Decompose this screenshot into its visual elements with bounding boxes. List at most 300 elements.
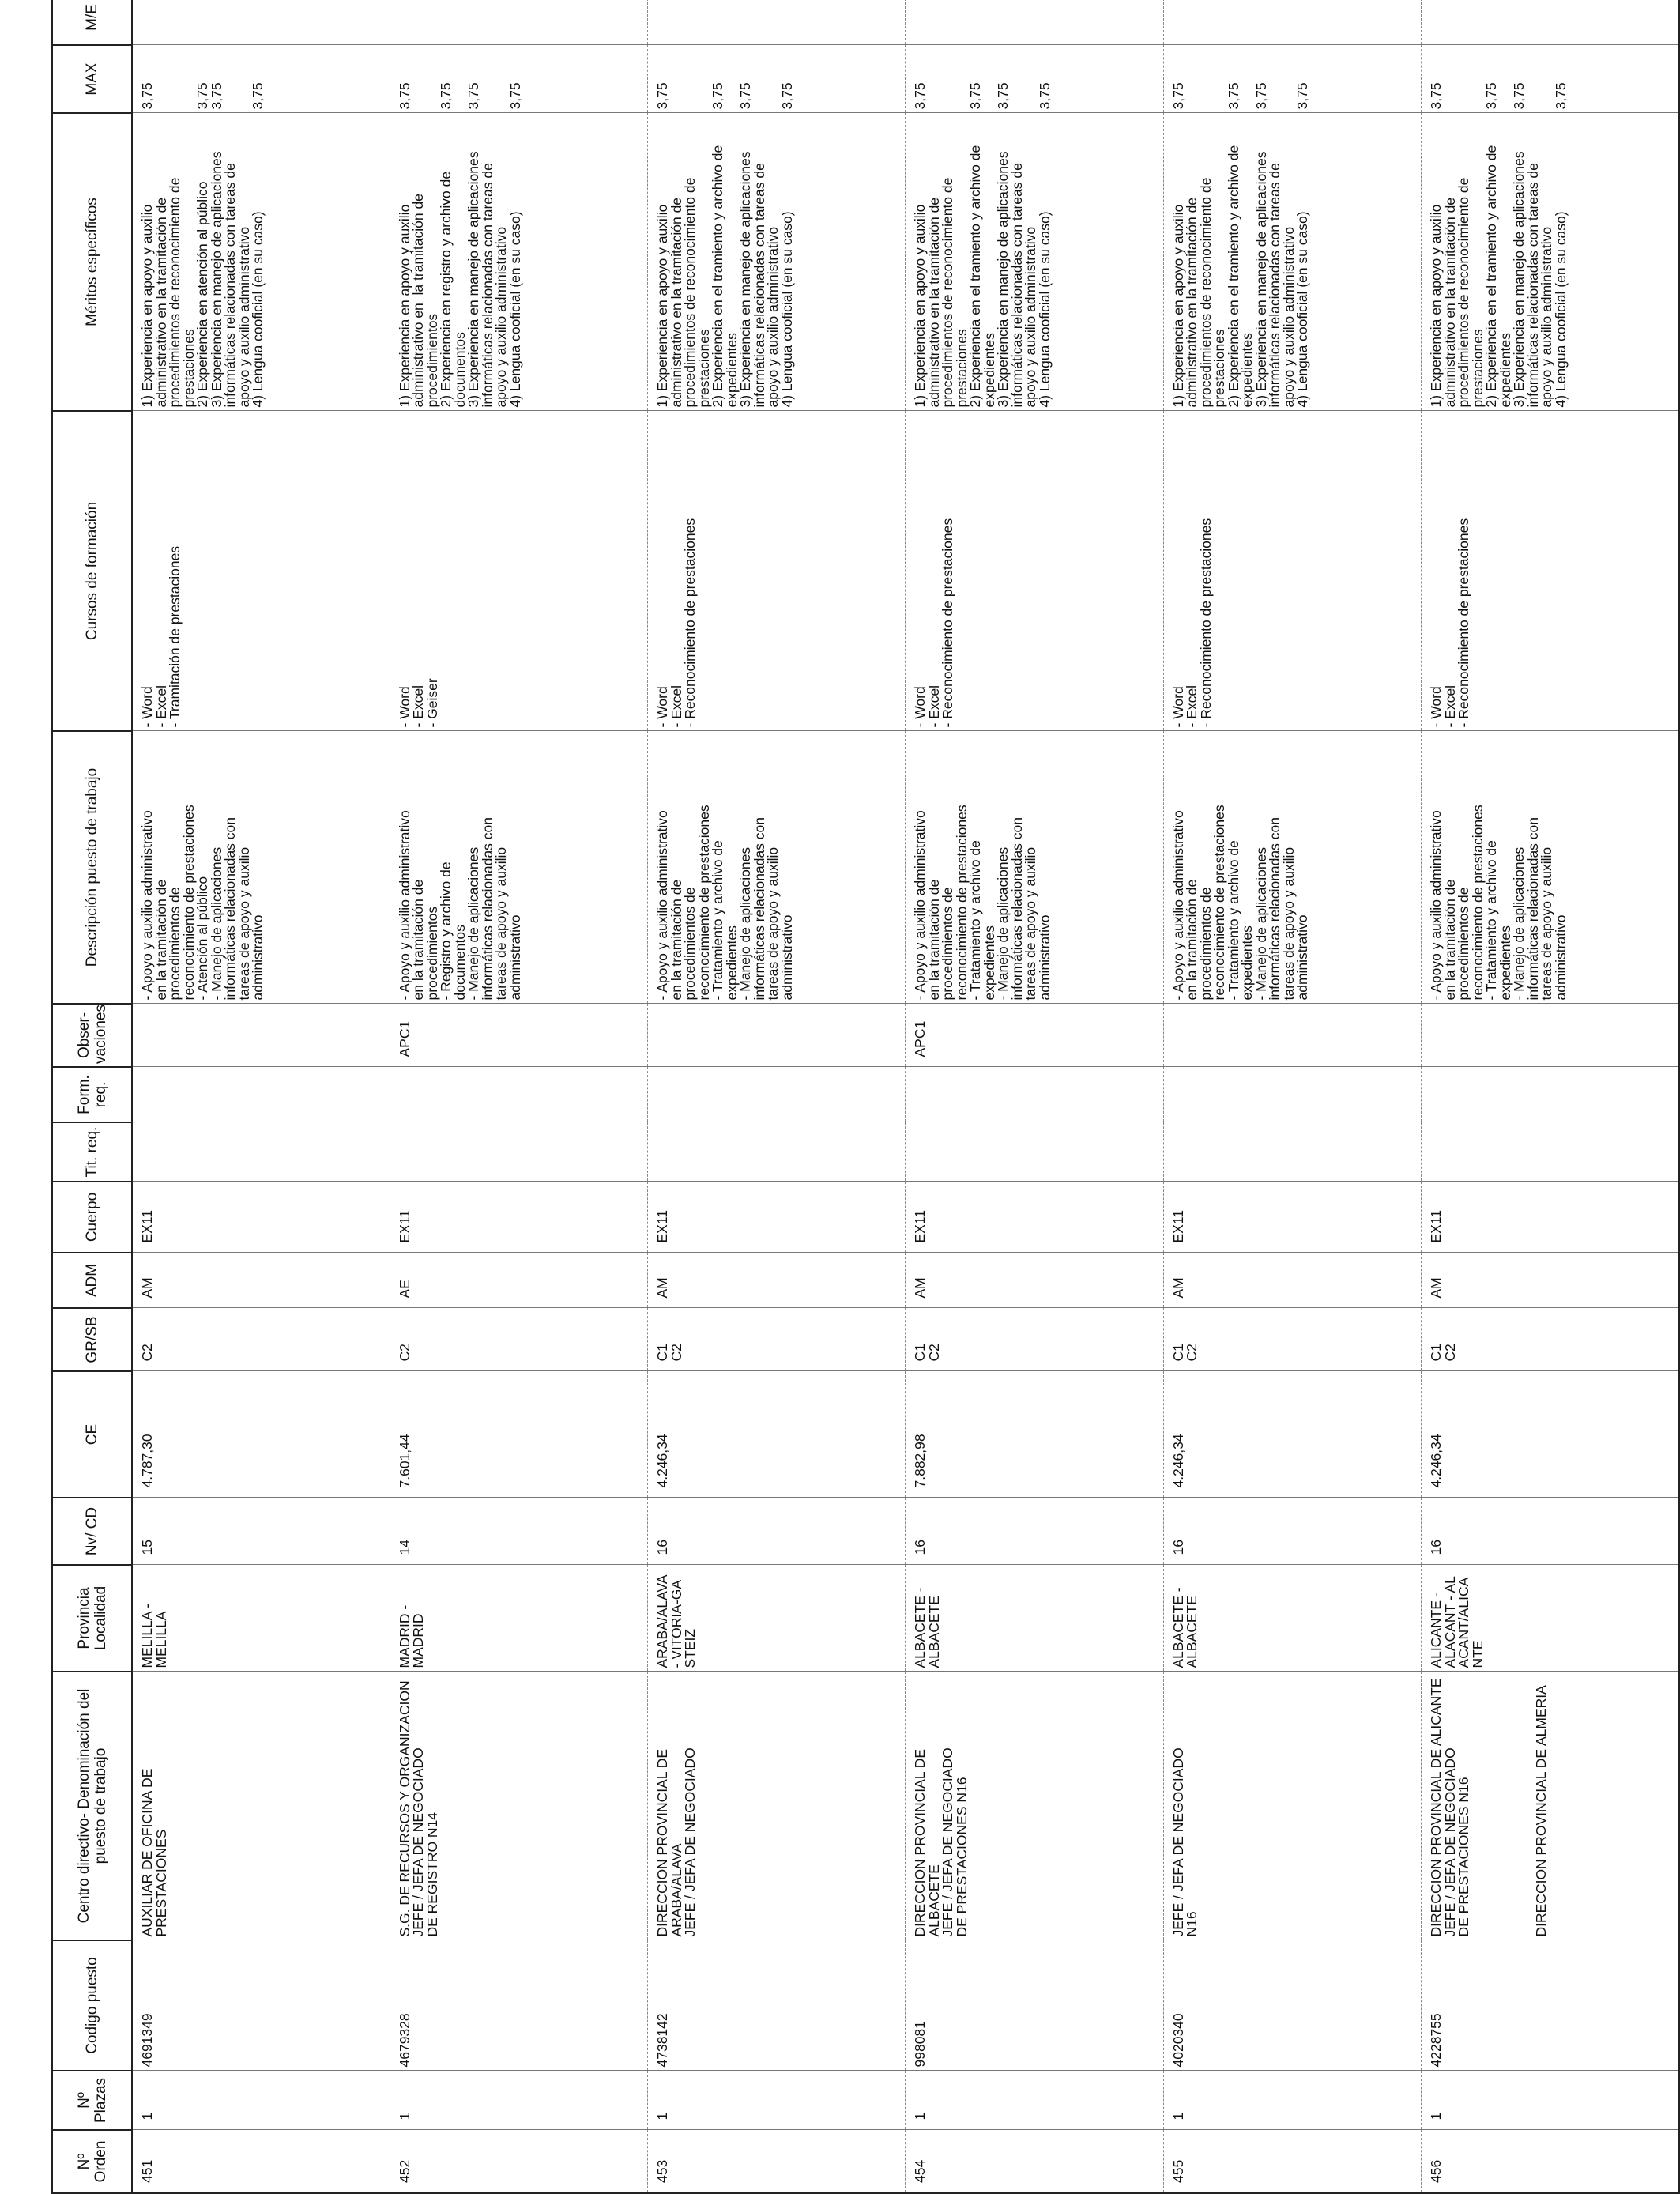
header-nivel: Nv/ CD — [52, 1498, 132, 1565]
merito-line: procedimientos de reconocimiento de — [682, 177, 699, 408]
localidad-line: MELILLA - — [139, 1603, 155, 1668]
merito-line: administrativo en la tramitación de — [153, 197, 169, 408]
max-line: 3,75 — [995, 82, 1011, 110]
max-line — [1527, 49, 1541, 110]
curso-line: - Geiser — [424, 678, 440, 728]
max-line — [1444, 49, 1458, 110]
cell-descripcion — [648, 731, 906, 1004]
merito-line: 3) Experiencia en manejo de aplicaciones — [208, 151, 224, 408]
cell-max — [390, 45, 647, 113]
spacer — [1471, 1676, 1535, 1937]
orden-value: 451 — [139, 2159, 155, 2183]
header-max: MAX — [52, 45, 132, 113]
table-row — [390, 0, 647, 2193]
adm-value: AM — [139, 1277, 155, 1299]
codigo-value: 4679328 — [396, 2013, 412, 2068]
cell-descripcion — [906, 731, 1163, 1004]
cell-localidad — [648, 1565, 906, 1672]
localidad-line: ALBACETE — [1184, 1596, 1200, 1668]
cell-ce — [132, 1371, 390, 1498]
cell-max — [906, 45, 1163, 113]
descripcion-line: - Manejo de aplicaciones — [737, 846, 754, 1001]
max-line: 3,75 — [737, 82, 754, 110]
curso-line: - Excel — [410, 685, 427, 728]
cell-titulacion — [648, 1122, 906, 1182]
merito-line: informáticas relacionadas con tareas de — [1524, 163, 1541, 408]
localidad-line: - VITORIA-GA — [668, 1580, 684, 1668]
merito-line: 4) Lengua cooficial (en su caso) — [1294, 211, 1311, 408]
header-me: M/E — [52, 0, 132, 45]
cell-adm — [1163, 1253, 1421, 1308]
puesto-line: JEFE / JEFA DE NEGOCIADO — [940, 1747, 956, 1937]
descripcion-line: informáticas relacionadas con — [1524, 816, 1541, 1001]
merito-line: administrativo en la tramitación de — [410, 194, 427, 408]
descripcion-line: administrativo — [1294, 914, 1311, 1001]
cell-plazas — [1163, 2071, 1421, 2130]
descripcion-line: en la tramitación de — [668, 879, 684, 1001]
table-row — [132, 0, 390, 2193]
grsb-line: C2 — [925, 1344, 942, 1362]
cell-titulacion — [1422, 1122, 1679, 1182]
cell-localidad — [906, 1565, 1163, 1672]
curso-line: - Word — [654, 686, 671, 728]
merito-line: apoyo y auxilio administrativo — [1023, 226, 1039, 408]
codigo-value: 4020340 — [1170, 2013, 1186, 2068]
max-line: 3,75 — [396, 82, 412, 110]
max-line — [928, 49, 942, 110]
cell-formacion — [1163, 1067, 1421, 1122]
header-plazas: Nº Plazas — [52, 2071, 132, 2130]
cell-codigo — [648, 1940, 906, 2071]
cell-codigo — [906, 1940, 1163, 2071]
descripcion-line: - Manejo de aplicaciones — [208, 846, 224, 1001]
descripcion-line: procedimientos de — [940, 887, 956, 1001]
header-descripcion: Descripción puesto de trabajo — [52, 731, 132, 1004]
puesto-line: JEFE / JEFA DE NEGOCIADO — [410, 1747, 427, 1937]
puesto-line: JEFE / JEFA DE NEGOCIADO — [682, 1747, 699, 1937]
plazas-value: 1 — [1170, 2112, 1186, 2120]
cell-orden — [906, 2130, 1163, 2193]
localidad-line: NTE — [1469, 1640, 1486, 1668]
curso-line: - Reconocimiento de prestaciones — [1456, 518, 1472, 728]
cell-formacion — [906, 1067, 1163, 1122]
descripcion-line: tareas de apoyo y auxilio — [235, 846, 252, 1001]
localidad-line: ALACANT - AL — [1441, 1576, 1458, 1668]
cell-me — [1422, 0, 1679, 45]
cuerpo-value: EX11 — [912, 1209, 929, 1243]
codigo-value: 4738142 — [654, 2013, 671, 2068]
grsb-line: C1 — [912, 1344, 929, 1362]
merito-line: 1) Experiencia en apoyo y auxilio — [912, 204, 929, 408]
merito-line: 4) Lengua cooficial (en su caso) — [778, 211, 795, 408]
cell-nivel — [132, 1498, 390, 1565]
cell-centro — [1163, 1672, 1421, 1940]
plazas-value: 1 — [654, 2112, 671, 2120]
nivel-value: 16 — [654, 1540, 671, 1555]
puesto-line: PRESTACIONES — [153, 1829, 169, 1937]
descripcion-line: - Tratamiento y archivo de — [710, 840, 726, 1001]
merito-line: apoyo y auxilio administrativo — [1539, 226, 1555, 408]
localidad-line: MADRID - — [396, 1604, 412, 1668]
descripcion-line: tareas de apoyo y auxilio — [1280, 846, 1297, 1001]
adm-value: AE — [396, 1280, 412, 1299]
header-centro: Centro directivo- Denominación del puesto de trabajo — [52, 1672, 132, 1940]
cell-me — [1163, 0, 1421, 45]
header-localidad: Provincia Localidad — [52, 1565, 132, 1672]
localidad-line: MADRID — [410, 1613, 427, 1668]
merito-line: 3) Experiencia en manejo de aplicaciones — [1252, 151, 1269, 408]
merito-line: 4) Lengua cooficial (en su caso) — [507, 211, 523, 408]
merito-line: prestaciones — [953, 329, 970, 408]
max-line: 3,75 — [1552, 82, 1569, 110]
descripcion-line: en la tramitación de — [1441, 879, 1458, 1001]
descripcion-line: reconocimiento de prestaciones — [953, 805, 970, 1001]
cell-nivel — [648, 1498, 906, 1565]
descripcion-line: expedientes — [981, 925, 997, 1001]
merito-line: procedimientos — [424, 313, 440, 408]
max-line — [168, 49, 183, 110]
cell-cursos — [132, 411, 390, 731]
merito-line: prestaciones — [1469, 329, 1486, 408]
descripcion-line: procedimientos — [424, 906, 440, 1001]
cell-localidad — [1163, 1565, 1421, 1672]
puesto-line: DE REGISTRO N14 — [424, 1811, 440, 1937]
merito-line: expedientes — [1239, 333, 1256, 408]
header-adm: ADM — [52, 1253, 132, 1308]
cell-grsb — [390, 1308, 647, 1371]
cell-observaciones — [132, 1004, 390, 1067]
merito-line: procedimientos de reconocimiento de — [1456, 177, 1472, 408]
max-line: 3,75 — [1252, 82, 1269, 110]
merito-line: procedimientos de reconocimiento de — [167, 177, 183, 408]
descripcion-line: reconocimiento de prestaciones — [695, 805, 712, 1001]
cell-cursos — [648, 411, 906, 731]
cell-ce — [390, 1371, 647, 1498]
descripcion-line: informáticas relacionadas con — [1267, 816, 1283, 1001]
cell-cursos — [906, 411, 1163, 731]
cell-formacion — [132, 1067, 390, 1122]
cell-adm — [390, 1253, 647, 1308]
puesto-line: AUXILIAR DE OFICINA DE — [139, 1768, 155, 1937]
cell-cuerpo — [906, 1182, 1163, 1253]
cell-centro — [132, 1672, 390, 1940]
max-line — [670, 49, 684, 110]
merito-line: 3) Experiencia en manejo de aplicaciones — [1511, 151, 1527, 408]
plazas-value: 1 — [396, 2112, 412, 2120]
merito-line: informáticas relacionadas con tareas de — [222, 163, 238, 408]
descripcion-line: reconocimiento de prestaciones — [180, 805, 197, 1001]
cell-grsb — [1163, 1308, 1421, 1371]
merito-line: 3) Experiencia en manejo de aplicaciones — [465, 151, 482, 408]
cell-plazas — [1422, 2071, 1679, 2130]
curso-line: - Word — [139, 686, 155, 728]
cell-observaciones — [1163, 1004, 1421, 1067]
descripcion-line: - Manejo de aplicaciones — [995, 846, 1011, 1001]
header-meritos: Méritos específicos — [52, 113, 132, 411]
puesto-line: DE PRESTACIONES N16 — [1456, 1777, 1472, 1937]
max-line — [1011, 49, 1025, 110]
cell-ce — [648, 1371, 906, 1498]
max-line: 3,75 — [208, 82, 224, 110]
adm-value: AM — [1428, 1277, 1445, 1299]
merito-line: prestaciones — [1211, 329, 1228, 408]
cell-max — [648, 45, 906, 113]
merito-line: 1) Experiencia en apoyo y auxilio — [139, 204, 155, 408]
cell-adm — [906, 1253, 1163, 1308]
merito-line: apoyo y auxilio administrativo — [765, 226, 782, 408]
merito-line: documentos — [451, 332, 468, 408]
descripcion-line: - Atención al público — [194, 876, 210, 1001]
max-line — [412, 49, 426, 110]
cell-max — [1163, 45, 1421, 113]
descripcion-line: administrativo — [1036, 914, 1053, 1001]
localidad-line: ALBACETE - — [912, 1587, 929, 1668]
cell-descripcion — [132, 731, 390, 1004]
max-line: 3,75 — [1225, 82, 1241, 110]
centro-directivo: DIRECCION PROVINCIAL DE ALICANTE — [1428, 1678, 1445, 1937]
cuerpo-value: EX11 — [1428, 1209, 1445, 1243]
max-line: 3,75 — [710, 82, 726, 110]
descripcion-line: procedimientos de — [167, 887, 183, 1001]
merito-line: 4) Lengua cooficial (en su caso) — [1036, 211, 1053, 408]
centro-directivo: S.G. DE RECURSOS Y ORGANIZACION — [396, 1680, 412, 1937]
cell-plazas — [906, 2071, 1163, 2130]
max-line — [481, 49, 495, 110]
descripcion-line: administrativo — [250, 914, 266, 1001]
cell-titulacion — [906, 1122, 1163, 1182]
cell-me — [906, 0, 1163, 45]
orden-value: 456 — [1428, 2159, 1445, 2183]
curso-line: - Excel — [1441, 685, 1458, 728]
descripcion-line: expedientes — [1497, 925, 1513, 1001]
cell-nivel — [390, 1498, 647, 1565]
cell-nivel — [1163, 1498, 1421, 1565]
descripcion-line: - Tratamiento y archivo de — [1225, 840, 1241, 1001]
nivel-value: 16 — [1170, 1540, 1186, 1555]
cell-meritos — [906, 113, 1163, 411]
descripcion-line: - Apoyo y auxilio administrativo — [1170, 810, 1186, 1001]
ce-value: 7.601,44 — [396, 1434, 412, 1488]
cell-codigo — [390, 1940, 647, 2071]
cell-nivel — [906, 1498, 1163, 1565]
cell-meritos — [648, 113, 906, 411]
cell-ce — [1163, 1371, 1421, 1498]
grsb-line: C2 — [139, 1344, 155, 1362]
cell-descripcion — [390, 731, 647, 1004]
descripcion-line: procedimientos de — [682, 887, 699, 1001]
curso-line: - Reconocimiento de prestaciones — [940, 518, 956, 728]
merito-line: 3) Experiencia en manejo de aplicaciones — [737, 151, 754, 408]
curso-line: - Reconocimiento de prestaciones — [1197, 518, 1214, 728]
max-line: 3,75 — [1294, 82, 1311, 110]
descripcion-line: administrativo — [778, 914, 795, 1001]
merito-line: 1) Experiencia en apoyo y auxilio — [1428, 204, 1445, 408]
merito-line: administrativo en la tramitación de — [668, 197, 684, 408]
curso-line: - Word — [1170, 686, 1186, 728]
max-line — [684, 49, 698, 110]
cell-adm — [648, 1253, 906, 1308]
cell-formacion — [1422, 1067, 1679, 1122]
orden-value: 454 — [912, 2159, 929, 2183]
descripcion-line: informáticas relacionadas con — [1008, 816, 1025, 1001]
cell-centro — [906, 1672, 1163, 1940]
cell-descripcion — [1422, 731, 1679, 1004]
adm-value: AM — [1170, 1277, 1186, 1299]
cell-codigo — [1422, 1940, 1679, 2071]
cell-adm — [1422, 1253, 1679, 1308]
descripcion-line: - Apoyo y auxilio administrativo — [139, 810, 155, 1001]
table-row — [1163, 0, 1421, 2193]
descripcion-line: tareas de apoyo y auxilio — [1023, 846, 1039, 1001]
merito-line: 2) Experiencia en el tramiento y archivo de — [1483, 145, 1500, 408]
cell-localidad — [390, 1565, 647, 1672]
nivel-value: 16 — [912, 1540, 929, 1555]
cell-cursos — [1422, 411, 1679, 731]
cell-meritos — [132, 113, 390, 411]
cell-adm — [132, 1253, 390, 1308]
ce-value: 7.882,98 — [912, 1434, 929, 1488]
max-line: 3,75 — [778, 82, 795, 110]
curso-line: - Tramitación de prestaciones — [167, 545, 183, 728]
merito-line: administrativo en la tramitación de — [1441, 197, 1458, 408]
grsb-line: C2 — [396, 1344, 412, 1362]
descripcion-line: reconocimiento de prestaciones — [1469, 805, 1486, 1001]
nivel-value: 16 — [1428, 1540, 1445, 1555]
merito-line: 3) Experiencia en manejo de aplicaciones — [995, 151, 1011, 408]
curso-line: - Excel — [925, 685, 942, 728]
grsb-line: C1 — [1428, 1344, 1445, 1362]
curso-line: - Excel — [668, 685, 684, 728]
grsb-line: C1 — [1170, 1344, 1186, 1362]
cell-cursos — [390, 411, 647, 731]
cell-titulacion — [132, 1122, 390, 1182]
observaciones-value: APC1 — [396, 1020, 412, 1057]
cell-orden — [648, 2130, 906, 2193]
merito-line: informáticas relacionadas con tareas de — [751, 163, 767, 408]
descripcion-line: - Registro y archivo de — [438, 861, 454, 1001]
merito-line: expedientes — [723, 333, 740, 408]
header-ce: CE — [52, 1371, 132, 1498]
descripcion-line: - Manejo de aplicaciones — [465, 846, 482, 1001]
cell-me — [132, 0, 390, 45]
cell-cuerpo — [1163, 1182, 1421, 1253]
codigo-value: 4691349 — [139, 2013, 155, 2068]
cell-localidad — [1422, 1565, 1679, 1672]
header-row — [52, 0, 132, 2193]
cell-orden — [390, 2130, 647, 2193]
cell-nivel — [1422, 1498, 1679, 1565]
table-row — [1422, 0, 1679, 2193]
max-line — [1457, 49, 1471, 110]
cuerpo-value: EX11 — [654, 1209, 671, 1243]
descripcion-line: - Apoyo y auxilio administrativo — [654, 810, 671, 1001]
merito-line: 2) Experiencia en el tramiento y archivo de — [967, 145, 984, 408]
localidad-line: MELILLA — [153, 1611, 169, 1668]
cell-observaciones — [906, 1004, 1163, 1067]
puesto-line: N16 — [1184, 1911, 1200, 1937]
cell-codigo — [1163, 1940, 1421, 2071]
merito-line: 1) Experiencia en apoyo y auxilio — [396, 204, 412, 408]
max-line: 3,75 — [139, 82, 155, 110]
merito-line: 2) Experiencia en registro y archivo de — [438, 171, 454, 408]
orden-value: 455 — [1170, 2159, 1186, 2183]
nivel-value: 14 — [396, 1540, 412, 1555]
grsb-line: C2 — [1441, 1344, 1458, 1362]
header-orden: Nº Orden — [52, 2130, 132, 2193]
header-cuerpo: Cuerpo — [52, 1182, 132, 1253]
cell-observaciones — [390, 1004, 647, 1067]
merito-line: informáticas relacionadas con tareas de — [1008, 163, 1025, 408]
max-line: 3,75 — [654, 82, 671, 110]
merito-line: administrativo en la tramitación de — [1184, 197, 1200, 408]
descripcion-line: - Tratamiento y archivo de — [1483, 840, 1500, 1001]
curso-line: - Word — [396, 686, 412, 728]
grsb-line: C1 — [654, 1344, 671, 1362]
max-line: 3,75 — [194, 82, 210, 110]
curso-line: - Word — [1428, 686, 1445, 728]
descripcion-line: - Tratamiento y archivo de — [967, 840, 984, 1001]
descripcion-line: informáticas relacionadas con — [222, 816, 238, 1001]
cell-ce — [1422, 1371, 1679, 1498]
localidad-line: STEIZ — [682, 1628, 699, 1668]
max-line — [1200, 49, 1214, 110]
cell-titulacion — [1163, 1122, 1421, 1182]
descripcion-line: administrativo — [507, 914, 523, 1001]
cell-ce — [906, 1371, 1163, 1498]
max-line — [941, 49, 955, 110]
cell-orden — [1163, 2130, 1421, 2193]
merito-line: 2) Experiencia en el tramiento y archivo de — [710, 145, 726, 408]
cell-cuerpo — [390, 1182, 647, 1253]
grsb-line: C2 — [668, 1344, 684, 1362]
cell-observaciones — [648, 1004, 906, 1067]
merito-line: apoyo y auxilio administrativo — [235, 226, 252, 408]
localidad-line: ALICANTE - — [1428, 1592, 1445, 1668]
max-line — [753, 49, 767, 110]
descripcion-line: documentos — [451, 925, 468, 1001]
centro-directivo: DIRECCION PROVINCIAL DE ARABA/ALAVA — [654, 1748, 684, 1937]
max-line: 3,75 — [250, 82, 266, 110]
plazas-value: 1 — [912, 2112, 929, 2120]
cuerpo-value: EX11 — [1170, 1209, 1186, 1243]
rotated-table-wrapper — [51, 6, 1680, 2194]
curso-line: - Excel — [1184, 685, 1200, 728]
descripcion-line: en la tramitación de — [153, 879, 169, 1001]
puesto-line: DE PRESTACIONES N16 — [953, 1777, 970, 1937]
descripcion-line: en la tramitación de — [410, 879, 427, 1001]
cell-codigo — [132, 1940, 390, 2071]
descripcion-line: - Apoyo y auxilio administrativo — [396, 810, 412, 1001]
localidad-line: ARABA/ALAVA — [654, 1574, 671, 1668]
cell-cuerpo — [1422, 1182, 1679, 1253]
cell-max — [1422, 45, 1679, 113]
cell-meritos — [390, 113, 647, 411]
codigo-value: 998081 — [912, 2021, 929, 2068]
header-formacion: Form. req. — [52, 1067, 132, 1122]
cell-me — [648, 0, 906, 45]
descripcion-line: - Apoyo y auxilio administrativo — [912, 810, 929, 1001]
rotated-frame — [51, 6, 1680, 2194]
merito-line: prestaciones — [695, 329, 712, 408]
max-line: 3,75 — [465, 82, 482, 110]
descripcion-line: tareas de apoyo y auxilio — [765, 846, 782, 1001]
plazas-value: 1 — [139, 2112, 155, 2120]
curso-line: - Word — [912, 686, 929, 728]
cell-grsb — [132, 1308, 390, 1371]
merito-line: 1) Experiencia en apoyo y auxilio — [654, 204, 671, 408]
cell-meritos — [1422, 113, 1679, 411]
merito-line: 4) Lengua cooficial (en su caso) — [250, 211, 266, 408]
